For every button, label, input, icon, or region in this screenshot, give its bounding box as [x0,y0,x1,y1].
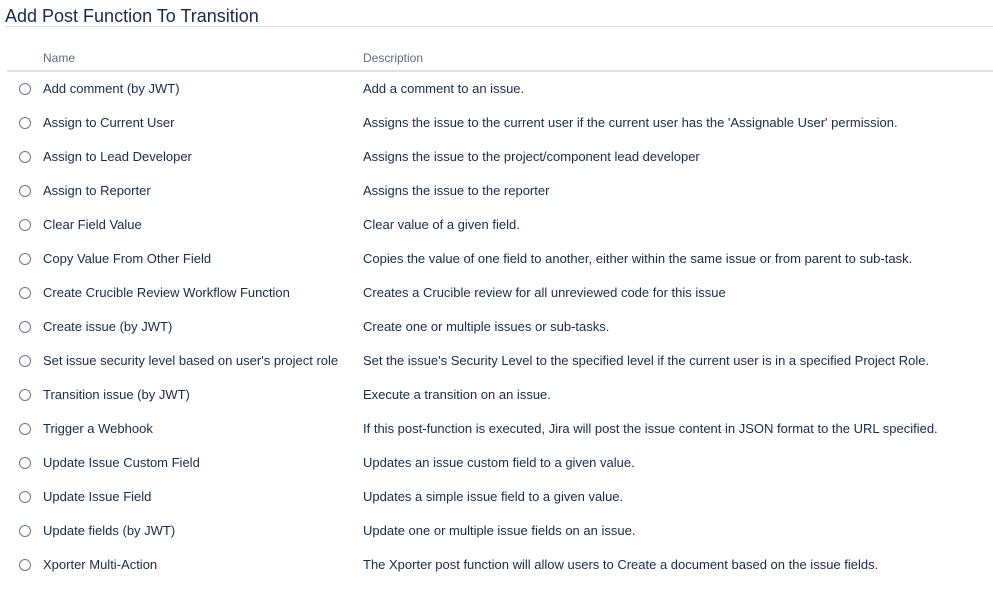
post-function-name[interactable]: Create issue (by JWT) [43,319,173,334]
column-header-description: Description [363,51,424,65]
post-function-name[interactable]: Add comment (by JWT) [43,81,180,96]
post-function-description: Add a comment to an issue. [363,81,525,96]
post-function-name[interactable]: Assign to Current User [43,115,175,130]
post-function-description: Clear value of a given field. [363,217,520,232]
post-function-description: Updates a simple issue field to a given value. [363,489,624,504]
table-row[interactable] [7,174,993,208]
title-divider [5,26,993,27]
table-row[interactable] [7,72,993,106]
post-function-name[interactable]: Update Issue Custom Field [43,455,200,470]
table-row[interactable] [7,446,993,480]
post-function-description: Assigns the issue to the reporter [363,183,550,198]
post-function-radio[interactable] [19,525,31,537]
column-header-name: Name [43,51,76,65]
post-function-radio[interactable] [19,389,31,401]
post-function-radio[interactable] [19,83,31,95]
table-row[interactable] [7,106,993,140]
post-function-radio[interactable] [19,151,31,163]
table-row[interactable] [7,208,993,242]
post-function-radio[interactable] [19,185,31,197]
table-row[interactable] [7,242,993,276]
post-function-radio[interactable] [19,219,31,231]
post-function-description: Assigns the issue to the project/component lead developer [363,149,700,164]
table-row[interactable] [7,514,993,548]
post-function-description: Execute a transition on an issue. [363,387,551,402]
post-function-radio[interactable] [19,321,31,333]
table-row[interactable] [7,548,993,582]
page-title: Add Post Function To Transition [5,6,259,26]
post-function-radio[interactable] [19,559,31,571]
post-function-table [7,46,993,582]
post-function-radio[interactable] [19,457,31,469]
post-function-name[interactable]: Transition issue (by JWT) [43,387,190,402]
table-row[interactable] [7,276,993,310]
post-function-radio[interactable] [19,287,31,299]
post-function-name[interactable]: Clear Field Value [43,217,142,232]
table-row[interactable] [7,378,993,412]
post-function-name[interactable]: Xporter Multi-Action [43,557,158,572]
table-header [7,46,993,72]
post-function-name[interactable]: Trigger a Webhook [43,421,153,436]
post-function-description: Set the issue's Security Level to the specified level if the current user is in a specified Project Role. [363,353,930,368]
table-body [7,72,993,582]
post-function-description: Update one or multiple issue fields on an issue. [363,523,636,538]
post-function-radio[interactable] [19,253,31,265]
post-function-name[interactable]: Assign to Reporter [43,183,151,198]
post-function-name[interactable]: Set issue security level based on user's project role [43,353,339,368]
post-function-description: Copies the value of one field to another, either within the same issue or from parent to sub-task. [363,251,913,266]
table-row[interactable] [7,310,993,344]
post-function-name[interactable]: Copy Value From Other Field [43,251,212,266]
post-function-description: Create one or multiple issues or sub-tasks. [363,319,610,334]
table-row[interactable] [7,480,993,514]
post-function-radio[interactable] [19,355,31,367]
post-function-description: Assigns the issue to the current user if the current user has the 'Assignable User' permission. [363,115,898,130]
post-function-description: The Xporter post function will allow users to Create a document based on the issue fields. [363,557,879,572]
post-function-description: Updates an issue custom field to a given value. [363,455,635,470]
post-function-name[interactable]: Update fields (by JWT) [43,523,176,538]
post-function-name[interactable]: Update Issue Field [43,489,152,504]
table-row[interactable] [7,140,993,174]
post-function-name[interactable]: Create Crucible Review Workflow Function [43,285,290,300]
post-function-description: Creates a Crucible review for all unreviewed code for this issue [363,285,726,300]
table-row[interactable] [7,344,993,378]
post-function-radio[interactable] [19,117,31,129]
table-row[interactable] [7,412,993,446]
post-function-radio[interactable] [19,491,31,503]
post-function-description: If this post-function is executed, Jira will post the issue content in JSON format to the URL specified. [363,421,938,436]
post-function-radio[interactable] [19,423,31,435]
post-function-name[interactable]: Assign to Lead Developer [43,149,192,164]
